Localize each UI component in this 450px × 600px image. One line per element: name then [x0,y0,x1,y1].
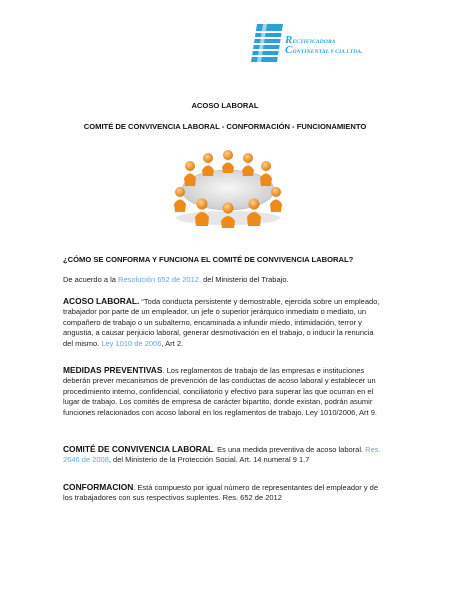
intro-text: De acuerdo a la [63,275,119,284]
paragraph-comite [63,444,383,466]
ley-link[interactable]: Ley 1010 de 2006 [101,338,162,348]
acoso-laboral-text: “Toda conducta persistente y demostrable, ejercida sobre un empleado, trabajador por parte de un empleador, un jefe o superior jerárquico inmediato o mediato, un compañero de trabajo o un subalterno, encaminada a infundir miedo, intimidación, terror y angustia, a causar perjuicio laboral, generar desmotivación en el trabajo, o inducir la renuncia del mismo. [63,297,380,348]
document-subtitle: COMITÉ DE CONVIVENCIA LABORAL - CONFORMACIÓN - FUNCIONAMIENTO [83,122,367,131]
conformacion-text: . Está compuesto por igual número de representantes del empleador y de los trabajadores con sus respectivos suplentes. Res. 652 de 2012 [63,483,378,503]
comite-heading: COMITÉ DE CONVIVENCIA LABORAL [63,444,213,454]
paragraph-intro [63,275,383,285]
paragraph-conformacion [63,482,383,504]
comite-text: . Es una medida preventiva de acoso laboral. [212,445,366,454]
paragraph-medidas-preventivas [63,365,383,418]
logo-mark-icon [249,24,285,62]
resolution-link[interactable]: Resolución 652 de 2012, [118,275,202,284]
document-title: ACOSO LABORAL [191,101,259,110]
logo-company-name: RECTIFICADORA CONTINENTAL Y CIA LTDA. [285,34,363,56]
meeting-table-figures-icon [168,148,290,228]
medidas-preventivas-text: . Los reglamentos de trabajo de las empresas e instituciones deberán prever mecanismos de prevención de las conductas de acoso laboral y establecer un procedimiento interno, confidencial, conciliatorio y efectivo para superar las que ocurran en el lugar de trabajo. Los comités de empresa de carácter bipartito, donde existan, podrán asumir funciones relacionados con acoso laboral en los reglamentos de trabajo. Ley 1010/2006, Art 9. [63,366,377,417]
comite-text-end: , del Ministerio de la Protección Social. Art. 14 numeral 9 1.7 [108,455,310,465]
section-question: ¿CÓMO SE CONFORMA Y FUNCIONA EL COMITÉ DE CONVIVENCIA LABORAL? [63,255,354,264]
conformacion-heading: CONFORMACION [63,482,134,492]
acoso-laboral-text-end: , Art 2. [161,338,184,348]
acoso-laboral-heading: ACOSO LABORAL. [63,296,140,306]
company-logo [249,24,399,64]
intro-text-end: del Ministerio del Trabajo. [201,275,289,284]
paragraph-acoso-laboral [63,296,383,349]
medidas-preventivas-heading: MEDIDAS PREVENTIVAS [63,365,163,375]
res-2646-link[interactable]: Res. 2646 de 2008 [63,445,381,465]
